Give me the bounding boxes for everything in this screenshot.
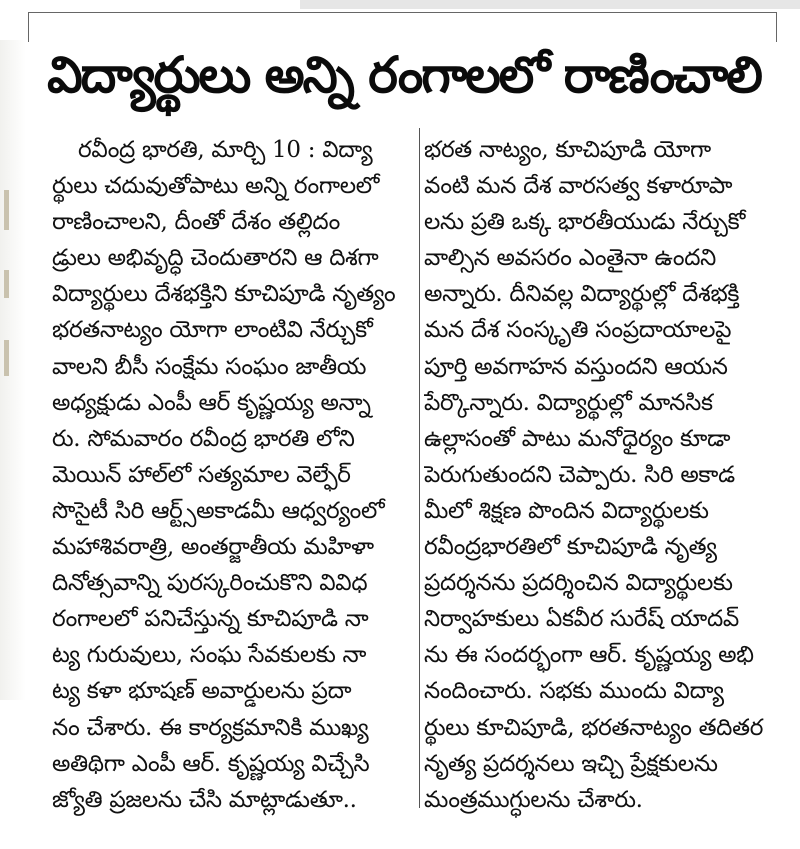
body-line: భరత నాట్యం, కూచిపూడి యోగా <box>424 137 711 163</box>
body-line: విద్యార్థులు దేశభక్తిని కూచిపూడి నృత్యం <box>52 281 396 308</box>
body-line: రు. సోమవారం రవీంద్ర భారతి లోని <box>52 425 355 452</box>
body-line: మీలో శిక్షణ పొందిన విద్యార్థులకు <box>424 497 709 524</box>
body-line: నృత్య ప్రదర్శనలు ఇచ్చి ప్రేక్షకులను <box>424 750 718 777</box>
body-line: రవీంద్రభారతిలో కూచిపూడి నృత్య <box>424 534 717 561</box>
scan-top-strip <box>300 0 800 9</box>
frame-rule-top <box>28 12 776 13</box>
body-line: అధ్యక్షుడు ఎంపీ ఆర్ కృష్ణయ్య అన్నా <box>52 389 371 416</box>
body-line: అతిథిగా ఎంపీ ఆర్. కృష్ణయ్య విచ్చేసి <box>52 750 370 777</box>
body-line: మహాశివరాత్రి, అంతర్జాతీయ మహిళా <box>52 534 374 561</box>
body-line: భరతనాట్యం యోగా లాంటివి నేర్చుకో <box>52 317 373 344</box>
article-column-left <box>52 132 412 818</box>
frame-rule-left <box>28 12 29 42</box>
body-line: సొసైటీ సిరి ఆర్ట్స్‌అకాడమీ ఆధ్వర్యంలో <box>52 497 385 524</box>
column-divider <box>419 128 420 808</box>
frame-rule-right <box>776 12 777 42</box>
body-line: పేర్కొన్నారు. విద్యార్థుల్లో మానసిక <box>424 389 713 416</box>
body-line: రాణించాలని, దీంతో దేశం తల్లిదం <box>52 209 341 236</box>
body-line: నందించారు. సభకు ముందు విద్యా <box>424 678 724 705</box>
body-line: ట్య గురువులు, సంఘ సేవకులకు నా <box>52 642 367 669</box>
body-line: ట్య కళా భూషణ్ అవార్డులను ప్రదా <box>52 678 352 705</box>
body-line: మన దేశ సంస్కృతి సంప్రదాయాలపై <box>424 317 732 344</box>
body-line: వాలని బీసీ సంక్షేమ సంఘం జాతీయ <box>52 353 367 380</box>
body-line: లను ప్రతి ఒక్క భారతీయుడు నేర్చుకో <box>424 209 746 236</box>
body-line: వాల్సిన అవసరం ఎంతైనా ఉందని <box>424 245 716 272</box>
body-line: ఉల్లాసంతో పాటు మనోధైర్యం కూడా <box>424 425 731 452</box>
body-line: ర్థులు చదువుతోపాటు అన్ని రంగాలలో <box>52 173 380 200</box>
body-line: వంటి మన దేశ వారసత్వ కళారూపా <box>424 173 733 200</box>
body-line: డ్రులు అభివృద్ధి చెందుతారని ఆ దిశగా <box>52 245 379 272</box>
body-line: దినోత్సవాన్ని పురస్కరించుకొని వివిధ <box>52 570 368 597</box>
adjacent-column-edge <box>0 40 26 700</box>
body-line: మెయిన్ హాల్‌లో సత్యమాల వెల్ఫేర్ <box>52 461 351 488</box>
body-line: రంగాలలో పనిచేస్తున్న కూచిపూడి నా <box>52 606 369 633</box>
body-line: ను ఈ సందర్భంగా ఆర్. కృష్ణయ్య అభి <box>424 642 754 669</box>
article-column-right <box>424 132 776 818</box>
body-line: ప్రదర్శనను ప్రదర్శించిన విద్యార్థులకు <box>424 570 733 597</box>
body-line: జ్యోతి ప్రజలను చేసి మాట్లాడుతూ.. <box>52 786 357 813</box>
body-line: రవీంద్ర భారతి, మార్చి 10 : విద్యా <box>78 137 373 163</box>
article-headline: విద్యార్థులు అన్ని రంగాలలో రాణించాలి <box>47 46 761 104</box>
body-line: నిర్వాహకులు ఏకవీర సురేష్ యాదవ్ <box>424 606 739 633</box>
body-line: నం చేశారు. ఈ కార్యక్రమానికి ముఖ్య <box>52 714 369 741</box>
body-line: ర్థులు కూచిపూడి, భరతనాట్యం తదితర <box>424 714 764 741</box>
body-line: మంత్రముగ్ధులను చేశారు. <box>424 786 643 813</box>
body-line: పెరుగుతుందని చెప్పారు. సిరి అకాడ <box>424 461 735 488</box>
body-line: అన్నారు. దీనివల్ల విద్యార్థుల్లో దేశభక్తి <box>424 281 740 308</box>
body-line: పూర్తి అవగాహన వస్తుందని ఆయన <box>424 353 728 380</box>
